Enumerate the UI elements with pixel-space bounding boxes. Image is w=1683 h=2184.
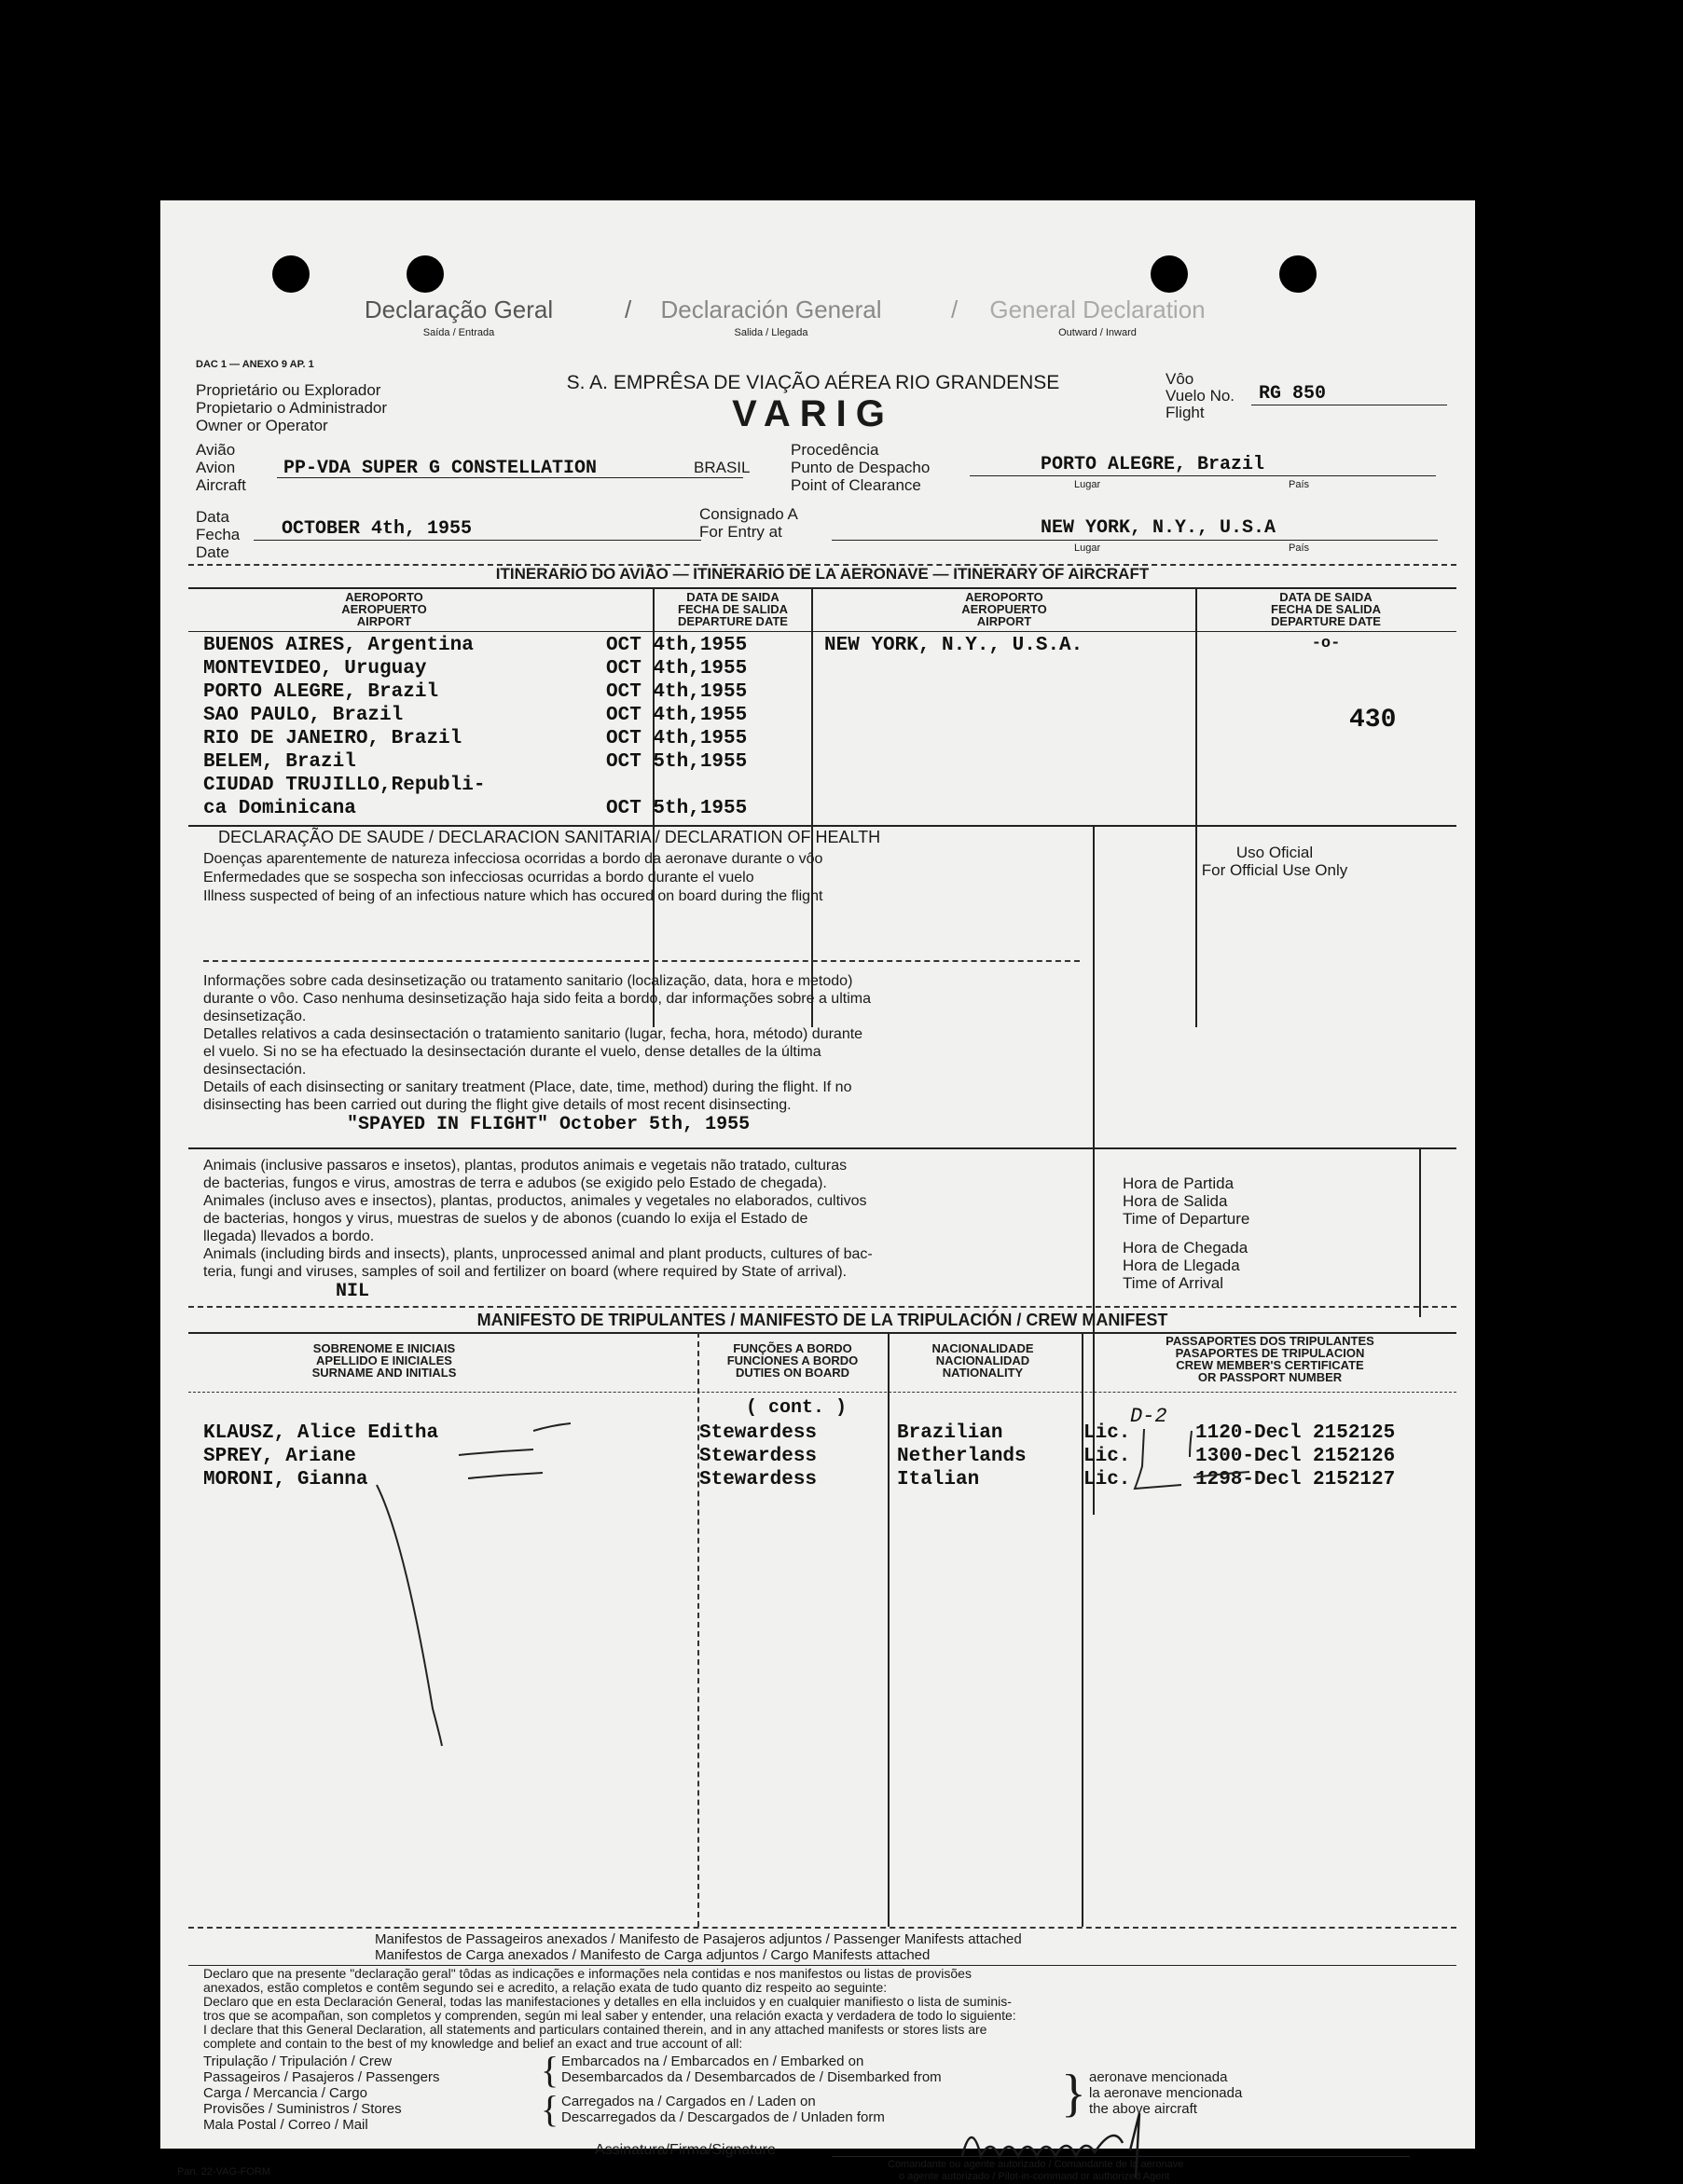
col-name-en: SURNAME AND INITIALS — [311, 1366, 457, 1380]
embarked-label: Embarcados na / Embarcados en / Embarked on — [561, 2054, 864, 2069]
crew-lic: Lic. — [1083, 1422, 1131, 1444]
itinerary-date: OCT 4th,1955 — [606, 635, 748, 656]
bottom-category-label: Mala Postal / Correo / Mail — [203, 2117, 368, 2133]
itinerary-airport: CIUDAD TRUJILLO,Republi- — [203, 775, 486, 796]
owner-label-en: Owner or Operator — [196, 417, 328, 434]
disinsect-line: desinsectación. — [203, 1062, 307, 1078]
animals-line: Animals (including birds and insects), plants, unprocessed animal and plant products, cultures of bac- — [203, 1246, 873, 1262]
animals-line: de bacterias, hongos y virus, muestras de suelos y de abonos (cuando lo exija el Estado de — [203, 1211, 808, 1227]
disinsect-line: Informações sobre cada desinsetização ou tratamento sanitario (localização, data, hora e metodo) — [203, 973, 853, 989]
subtitle-pt: Saída / Entrada — [422, 327, 495, 338]
crew-nationality: Brazilian — [897, 1422, 1003, 1444]
disembarked-label: Desembarcados da / Desembarcados de / Disembarked from — [561, 2069, 942, 2085]
signature-caption: Comandante ou agente autorizado / Comandante de la aeronave — [888, 2159, 1184, 2170]
sprayed-in-flight: "SPAYED IN FLIGHT" October 5th, 1955 — [347, 1114, 751, 1135]
official-use-pt: Uso Oficial — [1235, 844, 1314, 861]
itinerary-date: OCT 4th,1955 — [606, 728, 748, 749]
itinerary-date: OCT 4th,1955 — [606, 681, 748, 703]
bottom-category-label: Tripulação / Tripulación / Crew — [203, 2054, 393, 2069]
col-duty-es: FUNCIONES A BORDO — [726, 1353, 859, 1367]
disinsect-line: durante o vôo. Caso nenhuma desinsetização haja sido feita a bordo, dar informações sobre a ultima — [203, 991, 871, 1007]
itinerary-airport: ca Dominicana — [203, 798, 356, 819]
declaration-line: anexados, estão completos e contêm segundo sei e acredito, a relação exata de tudo quanto diz respeito ao seguinte: — [203, 1980, 888, 1995]
crew-name: SPREY, Ariane — [203, 1446, 356, 1467]
aircraft-label-es: Avion — [196, 459, 236, 476]
crew-passport: 1300-Decl 2152126 — [1195, 1446, 1396, 1467]
declaration-line: I declare that this General Declaration, all statements and particulars contained therein, and in any attached manifests or stores lists are — [203, 2022, 987, 2037]
subtitle-en: Outward / Inward — [1058, 327, 1137, 338]
aircraft-value: PP-VDA SUPER G CONSTELLATION — [283, 458, 598, 479]
col-date-es: FECHA DE SALIDA — [678, 602, 788, 616]
clearance-label-es: Punto de Despacho — [791, 459, 931, 476]
itinerary-date: OCT 4th,1955 — [606, 705, 748, 726]
col-nat-pt: NACIONALIDADE — [931, 1341, 1034, 1355]
crew-duty: Stewardess — [699, 1422, 818, 1444]
aircraft-label-pt: Avião — [196, 441, 236, 459]
col-airport2-pt: AEROPORTO — [965, 590, 1043, 604]
airline-brand: VARIG — [732, 393, 894, 434]
entry-label-en: For Entry at — [699, 523, 782, 541]
date-label-pt: Data — [196, 508, 229, 526]
col-nat-es: NACIONALIDAD — [935, 1353, 1030, 1367]
country-caption: País — [1289, 543, 1310, 554]
aircraft-country: BRASIL — [694, 459, 751, 476]
entry-value: NEW YORK, N.Y., U.S.A — [1041, 517, 1276, 539]
title-pt: Declaração Geral — [364, 295, 554, 323]
itinerary-dest-date: -o- — [1311, 635, 1341, 652]
cargo-manifests: Manifestos de Carga anexados / Manifesto de Carga adjuntos / Cargo Manifests attached — [375, 1947, 931, 1963]
crew-nationality: Netherlands — [897, 1446, 1027, 1467]
col-airport-pt: AEROPORTO — [345, 590, 423, 604]
crew-nationality: Italian — [897, 1469, 980, 1490]
animals-line: de bacterias, fungos e virus, amostras de terra e adubos (se exigido pelo Estado de chegada). — [203, 1175, 827, 1191]
declaration-line: complete and contain to the best of my knowledge and belief an exact and true account of all: — [203, 2036, 743, 2051]
arrival-time-es: Hora de Llegada — [1123, 1257, 1240, 1274]
dac-annex: DAC 1 — ANEXO 9 AP. 1 — [196, 359, 314, 370]
col-date2-pt: DATA DE SAIDA — [1279, 590, 1373, 604]
declaration-line: Declaro que na presente "declaração geral" tôdas as indicações e informações nela contidas e nos manifestos ou listas de provisões — [203, 1966, 972, 1981]
brace-mark: { — [541, 2088, 559, 2130]
crew-duty: Stewardess — [699, 1446, 818, 1467]
flight-label-es: Vuelo No. — [1166, 387, 1235, 405]
illness-text-en: Illness suspected of being of an infectious nature which has occured on board during the flight — [203, 888, 823, 904]
bottom-category-label: Passageiros / Pasajeros / Passengers — [203, 2069, 440, 2085]
crew-d2-note: D-2 — [1130, 1405, 1167, 1428]
col-name-pt: SOBRENOME E INICIAIS — [312, 1341, 456, 1355]
col-pass-3: CREW MEMBER'S CERTIFICATE — [1176, 1358, 1364, 1372]
handwritten-signature — [953, 2100, 1233, 2184]
crew-bottom-rule — [188, 1927, 1456, 1929]
col-name-es: APELLIDO E INICIALES — [316, 1353, 452, 1367]
clearance-label-pt: Procedência — [791, 441, 879, 459]
clearance-value: PORTO ALEGRE, Brazil — [1041, 454, 1265, 475]
col-date2-es: FECHA DE SALIDA — [1271, 602, 1381, 616]
illness-text-pt: Doenças aparentemente de natureza infecciosa ocorridas a bordo da aeronave durante o vôo — [203, 851, 823, 867]
crew-name: KLAUSZ, Alice Editha — [203, 1422, 439, 1444]
place-caption: Lugar — [1074, 479, 1101, 490]
flight-number: RG 850 — [1259, 383, 1327, 405]
itinerary-date: OCT 5th,1955 — [606, 751, 748, 773]
document-sheet — [160, 200, 1475, 2182]
animals-nil: NIL — [336, 1281, 370, 1302]
declaration-line: Declaro que en esta Declaración General, todas las manifestaciones y detalles en ella incluidos y en cualquier manifiesto o lista de suminis- — [203, 1994, 1012, 2009]
title-en: General Declaration — [989, 295, 1206, 323]
crew-lic: Lic. — [1083, 1469, 1131, 1490]
owner-label-es: Propietario o Administrador — [196, 399, 388, 417]
passenger-manifests: Manifestos de Passageiros anexados / Manifesto de Pasajeros adjuntos / Passenger Manifests attached — [375, 1931, 1022, 1947]
col-pass-4: OR PASSPORT NUMBER — [1197, 1370, 1343, 1384]
brace-mark: { — [541, 2049, 559, 2091]
itinerary-date: OCT 5th,1955 — [606, 798, 748, 819]
itinerary-dest-airport: NEW YORK, N.Y., U.S.A. — [824, 635, 1083, 656]
itinerary-airport: BELEM, Brazil — [203, 751, 356, 773]
col-pass-2: PASAPORTES DE TRIPULACION — [1175, 1346, 1365, 1360]
col-date-pt: DATA DE SAIDA — [686, 590, 779, 604]
aircraft-ref-label: la aeronave mencionada — [1089, 2085, 1243, 2101]
brace-mark: } — [1061, 2065, 1086, 2122]
crew-lic: Lic. — [1083, 1446, 1131, 1467]
form-number: Pan. 22-VAG-FORM — [177, 2166, 271, 2177]
bottom-area — [160, 2080, 1475, 2095]
bottom-category-label: Provisões / Suministros / Stores — [203, 2101, 402, 2117]
flight-label-en: Flight — [1166, 404, 1205, 421]
animals-line: teria, fungi and viruses, samples of soil and fertilizer on board (where required by State of arrival). — [203, 1264, 848, 1280]
col-date2-en: DEPARTURE DATE — [1271, 614, 1381, 628]
date-value: OCTOBER 4th, 1955 — [282, 518, 473, 540]
disinsect-line: el vuelo. Si no se ha efectuado la desinsectación durante el vuelo, dense detalles de la última — [203, 1044, 821, 1060]
col-pass-1: PASSAPORTES DOS TRIPULANTES — [1166, 1334, 1374, 1348]
illness-text-es: Enfermedades que se sospecha son infecciosas ocurridas a bordo durante el vuelo — [203, 870, 754, 886]
disinsect-line: desinsetização. — [203, 1009, 307, 1024]
laden-label: Carregados na / Cargados en / Laden on — [561, 2094, 816, 2109]
disinsect-line: Detalles relativos a cada desinsectación o tratamiento sanitario (lugar, fecha, hora, método) durante — [203, 1026, 863, 1042]
departure-time-en: Time of Departure — [1123, 1210, 1250, 1228]
health-title: DECLARAÇÃO DE SAUDE / DECLARACION SANITARIA / DECLARATION OF HEALTH — [218, 828, 881, 846]
disinsect-line: disinsecting has been carried out during the flight give details of most recent disinsecting. — [203, 1097, 792, 1113]
itinerary-airport: SAO PAULO, Brazil — [203, 705, 404, 726]
crew-name: MORONI, Gianna — [203, 1469, 368, 1490]
crew-title: MANIFESTO DE TRIPULANTES / MANIFESTO DE LA TRIPULACIÓN / CREW MANIFEST — [476, 1311, 1168, 1329]
crew-passport: 1120-Decl 2152125 — [1195, 1422, 1396, 1444]
col-date-en: DEPARTURE DATE — [678, 614, 788, 628]
itinerary-airport: RIO DE JANEIRO, Brazil — [203, 728, 462, 749]
crew-passport: 1298-Decl 2152127 — [1195, 1469, 1396, 1490]
itinerary-date: OCT 4th,1955 — [606, 658, 748, 680]
departure-time-es: Hora de Salida — [1123, 1192, 1228, 1210]
aircraft-ref-label: the above aircraft — [1089, 2101, 1197, 2117]
place-caption: Lugar — [1074, 543, 1101, 554]
title-separator: / — [951, 295, 959, 323]
date-label-en: Date — [196, 543, 229, 561]
owner-label-pt: Proprietário ou Explorador — [196, 381, 381, 399]
itinerary-airport: PORTO ALEGRE, Brazil — [203, 681, 439, 703]
itinerary-title: ITINERARIO DO AVIÃO — ITINERARIO DE LA AERONAVE — ITINERARY OF AIRCRAFT — [495, 565, 1150, 583]
itinerary-airport: MONTEVIDEO, Uruguay — [203, 658, 427, 680]
entry-label-pt: Consignado A — [699, 505, 798, 523]
aircraft-label-en: Aircraft — [196, 476, 246, 494]
subtitle-es: Salida / Llegada — [734, 327, 808, 338]
animals-line: Animais (inclusive passaros e insetos), plantas, produtos animais e vegetais não tratado, culturas — [203, 1158, 848, 1174]
crew-duty: Stewardess — [699, 1469, 818, 1490]
unladen-label: Descarregados da / Descargados de / Unladen form — [561, 2109, 885, 2125]
col-airport2-es: AEROPUERTO — [961, 602, 1047, 616]
country-caption: País — [1289, 479, 1310, 490]
animals-line: Animales (incluso aves e insectos), plantas, productos, animales y vegetales no elaborados, cultivos — [203, 1193, 867, 1209]
official-use-en: For Official Use Only — [1201, 861, 1348, 879]
handwritten-marks — [160, 200, 1475, 2095]
crew-cont: ( cont. ) — [746, 1397, 848, 1419]
signature-label: Assinatura/Firma/Signature — [595, 2142, 776, 2158]
departure-time-pt: Hora de Partida — [1123, 1174, 1235, 1192]
animals-line: llegada) llevados a bordo. — [203, 1229, 375, 1244]
arrival-time-pt: Hora de Chegada — [1123, 1239, 1248, 1257]
col-airport2-en: AIRPORT — [976, 614, 1032, 628]
arrival-time-en: Time of Arrival — [1123, 1274, 1224, 1292]
title-separator: / — [625, 295, 632, 323]
itinerary-number: 430 — [1349, 706, 1397, 735]
title-es: Declaración General — [660, 295, 882, 323]
col-airport-en: AIRPORT — [356, 614, 412, 628]
flight-label-pt: Vôo — [1166, 370, 1194, 388]
aircraft-ref-label: aeronave mencionada — [1089, 2069, 1228, 2085]
itinerary-airport: BUENOS AIRES, Argentina — [203, 635, 474, 656]
col-airport-es: AEROPUERTO — [341, 602, 427, 616]
col-nat-en: NATIONALITY — [942, 1366, 1024, 1380]
airline-name: S. A. EMPRÊSA DE VIAÇÃO AÉREA RIO GRANDENSE — [566, 372, 1060, 393]
col-duty-en: DUTIES ON BOARD — [735, 1366, 850, 1380]
date-label-es: Fecha — [196, 526, 241, 543]
clearance-label-en: Point of Clearance — [791, 476, 921, 494]
signature-caption: o agente autorizado / Pilot-in-command or authorized Agent — [899, 2171, 1170, 2182]
col-duty-pt: FUNÇÕES A BORDO — [733, 1341, 852, 1355]
disinsect-line: Details of each disinsecting or sanitary treatment (Place, date, time, method) during the flight. If no — [203, 1079, 852, 1095]
bottom-category-label: Carga / Mercancia / Cargo — [203, 2085, 367, 2101]
declaration-line: tros que se acompañan, son completos y comprenden, según mi leal saber y entender, una relación exacta y verdadera de todo lo siguiente: — [203, 2008, 1016, 2023]
